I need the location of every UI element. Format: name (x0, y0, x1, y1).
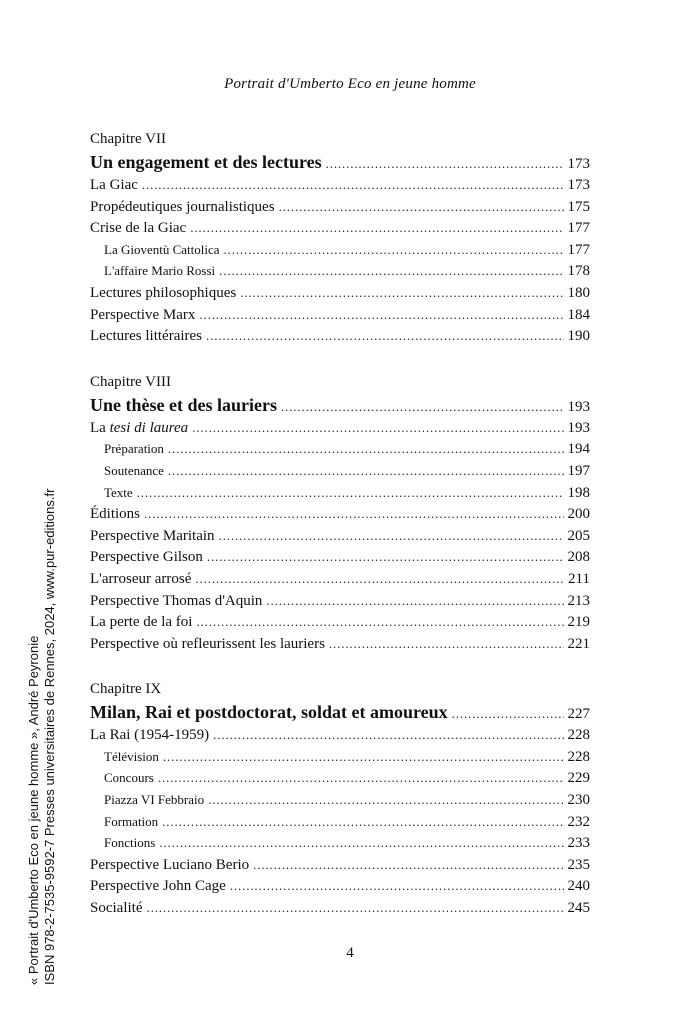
toc-entry-label: Piazza VI Febbraio (104, 792, 205, 808)
toc-entry-label: Lectures philosophiques (90, 284, 237, 301)
dot-leader (452, 702, 564, 726)
dot-leader (219, 525, 564, 547)
dot-leader (196, 611, 563, 633)
toc-entry-chapter-title[interactable] (90, 393, 590, 417)
toc-entry-label: Une thèse et des lauriers (90, 394, 277, 415)
dot-leader (266, 590, 563, 612)
toc-entry-label: Milan, Rai et postdoctorat, soldat et amoureux (90, 702, 448, 723)
toc-entry-page: 177 (567, 241, 590, 258)
toc-subentry[interactable] (90, 789, 590, 811)
dot-leader (147, 897, 564, 919)
dot-leader (240, 282, 563, 304)
toc-entry-label: Perspective Maritain (90, 527, 215, 544)
toc-entry[interactable] (90, 217, 590, 239)
side-credit (26, 489, 58, 985)
table-of-contents (90, 128, 590, 943)
toc-entry-page: 245 (567, 900, 590, 917)
toc-entry[interactable] (90, 590, 590, 612)
dot-leader (207, 546, 564, 568)
dot-leader (230, 875, 564, 897)
toc-entry-page: 235 (567, 856, 590, 873)
toc-entry-label: La Giac (90, 177, 138, 193)
toc-entry-label: Perspective Marx (90, 306, 196, 323)
toc-entry-label: L'affaire Mario Rossi (104, 263, 216, 279)
toc-entry-page: 190 (567, 328, 590, 345)
dot-leader (142, 174, 564, 196)
toc-entry-page: 177 (567, 220, 590, 237)
dot-leader (279, 196, 564, 218)
toc-subentry[interactable] (90, 832, 590, 854)
dot-leader (219, 260, 563, 282)
toc-entry-label: Préparation (104, 441, 164, 457)
toc-entry-page: 219 (567, 614, 590, 631)
toc-entry-label: Soutenance (104, 462, 164, 478)
dot-leader (213, 724, 563, 746)
chapter-viii (90, 371, 590, 655)
toc-entry-chapter-title[interactable] (90, 150, 590, 174)
toc-entry-page: 232 (567, 813, 590, 830)
dot-leader (253, 854, 563, 876)
toc-entry-label: Concours (104, 770, 154, 786)
toc-entry-page: 173 (567, 156, 590, 172)
toc-entry-label: Propédeutiques journalistiques (90, 198, 275, 215)
toc-entry-page: 173 (567, 177, 590, 193)
toc-entry-page: 213 (567, 592, 590, 609)
toc-entry-label: Lectures littéraires (90, 328, 203, 345)
toc-entry-page: 193 (567, 398, 590, 415)
toc-entry[interactable] (90, 503, 590, 525)
dot-leader (159, 832, 563, 854)
toc-entry[interactable] (90, 304, 590, 326)
dot-leader (162, 811, 563, 833)
toc-entry-page: 197 (567, 462, 590, 479)
toc-entry[interactable] (90, 196, 590, 218)
toc-entry-label: Perspective John Cage (90, 878, 226, 895)
dot-leader (158, 767, 564, 789)
toc-entry-label: Socialité (90, 900, 143, 917)
dot-leader (206, 325, 563, 347)
dot-leader (195, 568, 564, 590)
toc-subentry[interactable] (90, 239, 590, 261)
toc-entry-label: La Gioventù Cattolica (104, 241, 220, 257)
dot-leader (208, 789, 563, 811)
chapter-ix (90, 678, 590, 918)
toc-entry-label: Éditions (90, 506, 141, 523)
toc-entry-chapter-title[interactable] (90, 700, 590, 724)
toc-subentry[interactable] (90, 811, 590, 833)
toc-subentry[interactable] (90, 746, 590, 768)
toc-entry-label: La perte de la foi (90, 614, 193, 631)
dot-leader (168, 460, 564, 482)
dot-leader (329, 633, 564, 655)
toc-entry-label: Un engagement et des lectures (90, 152, 322, 172)
toc-entry-page: 175 (567, 198, 590, 215)
toc-entry-label: Formation (104, 813, 159, 829)
toc-entry-label: Perspective Thomas d'Aquin (90, 592, 263, 609)
toc-entry-label: La tesi di laurea (90, 419, 189, 436)
toc-entry[interactable] (90, 417, 590, 439)
toc-entry-page: 233 (567, 835, 590, 852)
toc-entry-label: Télévision (104, 748, 159, 764)
toc-entry-label: Perspective où refleurissent les lauriers (90, 635, 325, 652)
dot-leader (144, 503, 563, 525)
toc-entry-label: L'arroseur arrosé (90, 570, 192, 587)
toc-entry-page: 194 (567, 441, 590, 458)
toc-subentry[interactable] (90, 460, 590, 482)
toc-entry-label: Crise de la Giac (90, 220, 187, 237)
toc-entry[interactable] (90, 875, 590, 897)
toc-subentry[interactable] (90, 260, 590, 282)
toc-entry[interactable] (90, 854, 590, 876)
toc-entry[interactable] (90, 325, 590, 347)
chapter-label: Chapitre IX (90, 681, 162, 698)
toc-subentry[interactable] (90, 482, 590, 504)
toc-entry-label: Perspective Gilson (90, 549, 203, 566)
dot-leader (137, 482, 564, 504)
side-credit-line-1: « Portrait d'Umberto Eco en jeune homme », André Peyronie (26, 635, 41, 985)
toc-entry-label: Fonctions (104, 835, 156, 851)
toc-entry[interactable] (90, 174, 590, 196)
toc-entry[interactable] (90, 282, 590, 304)
dot-leader (192, 417, 563, 439)
toc-entry-page: 198 (567, 484, 590, 501)
dot-leader (281, 395, 564, 419)
toc-subentry[interactable] (90, 438, 590, 460)
dot-leader (190, 217, 563, 239)
running-head: Portrait d'Umberto Eco en jeune homme (224, 76, 476, 92)
toc-entry[interactable] (90, 568, 590, 590)
toc-entry-page: 200 (567, 506, 590, 523)
toc-entry[interactable] (90, 525, 590, 547)
chapter-label: Chapitre VII (90, 131, 166, 147)
toc-entry[interactable] (90, 546, 590, 568)
toc-entry-label: Texte (104, 484, 133, 500)
chapter-vii (90, 128, 590, 347)
toc-entry[interactable] (90, 724, 590, 746)
toc-entry[interactable] (90, 633, 590, 655)
toc-entry-page: 180 (567, 284, 590, 301)
side-credit-line-2: ISBN 978-2-7535-9592-7 Presses universitaires de Rennes, 2024, www.pur-editions.fr (42, 488, 57, 985)
dot-leader (199, 304, 563, 326)
toc-entry-page: 230 (567, 792, 590, 809)
page-number: 4 (346, 945, 354, 961)
dot-leader (224, 239, 564, 261)
toc-subentry[interactable] (90, 767, 590, 789)
toc-entry-page: 193 (567, 419, 590, 436)
toc-entry-page: 205 (567, 527, 590, 544)
dot-leader (163, 746, 564, 768)
toc-entry-page: 221 (567, 635, 590, 652)
toc-entry-page: 240 (567, 878, 590, 895)
toc-entry-page: 208 (567, 549, 590, 566)
toc-entry-page: 227 (567, 706, 590, 723)
toc-entry-page: 184 (567, 306, 590, 323)
dot-leader (326, 152, 564, 176)
toc-entry-page: 228 (567, 748, 590, 765)
toc-entry-label: Perspective Luciano Berio (90, 856, 250, 873)
toc-entry[interactable] (90, 611, 590, 633)
toc-entry-page: 228 (567, 727, 590, 744)
chapter-label: Chapitre VIII (90, 373, 171, 390)
toc-entry[interactable] (90, 897, 590, 919)
toc-entry-page: 229 (567, 770, 590, 787)
toc-entry-page: 211 (568, 570, 590, 587)
toc-entry-page: 178 (567, 263, 590, 280)
toc-entry-label: La Rai (1954-1959) (90, 727, 210, 744)
dot-leader (168, 438, 564, 460)
